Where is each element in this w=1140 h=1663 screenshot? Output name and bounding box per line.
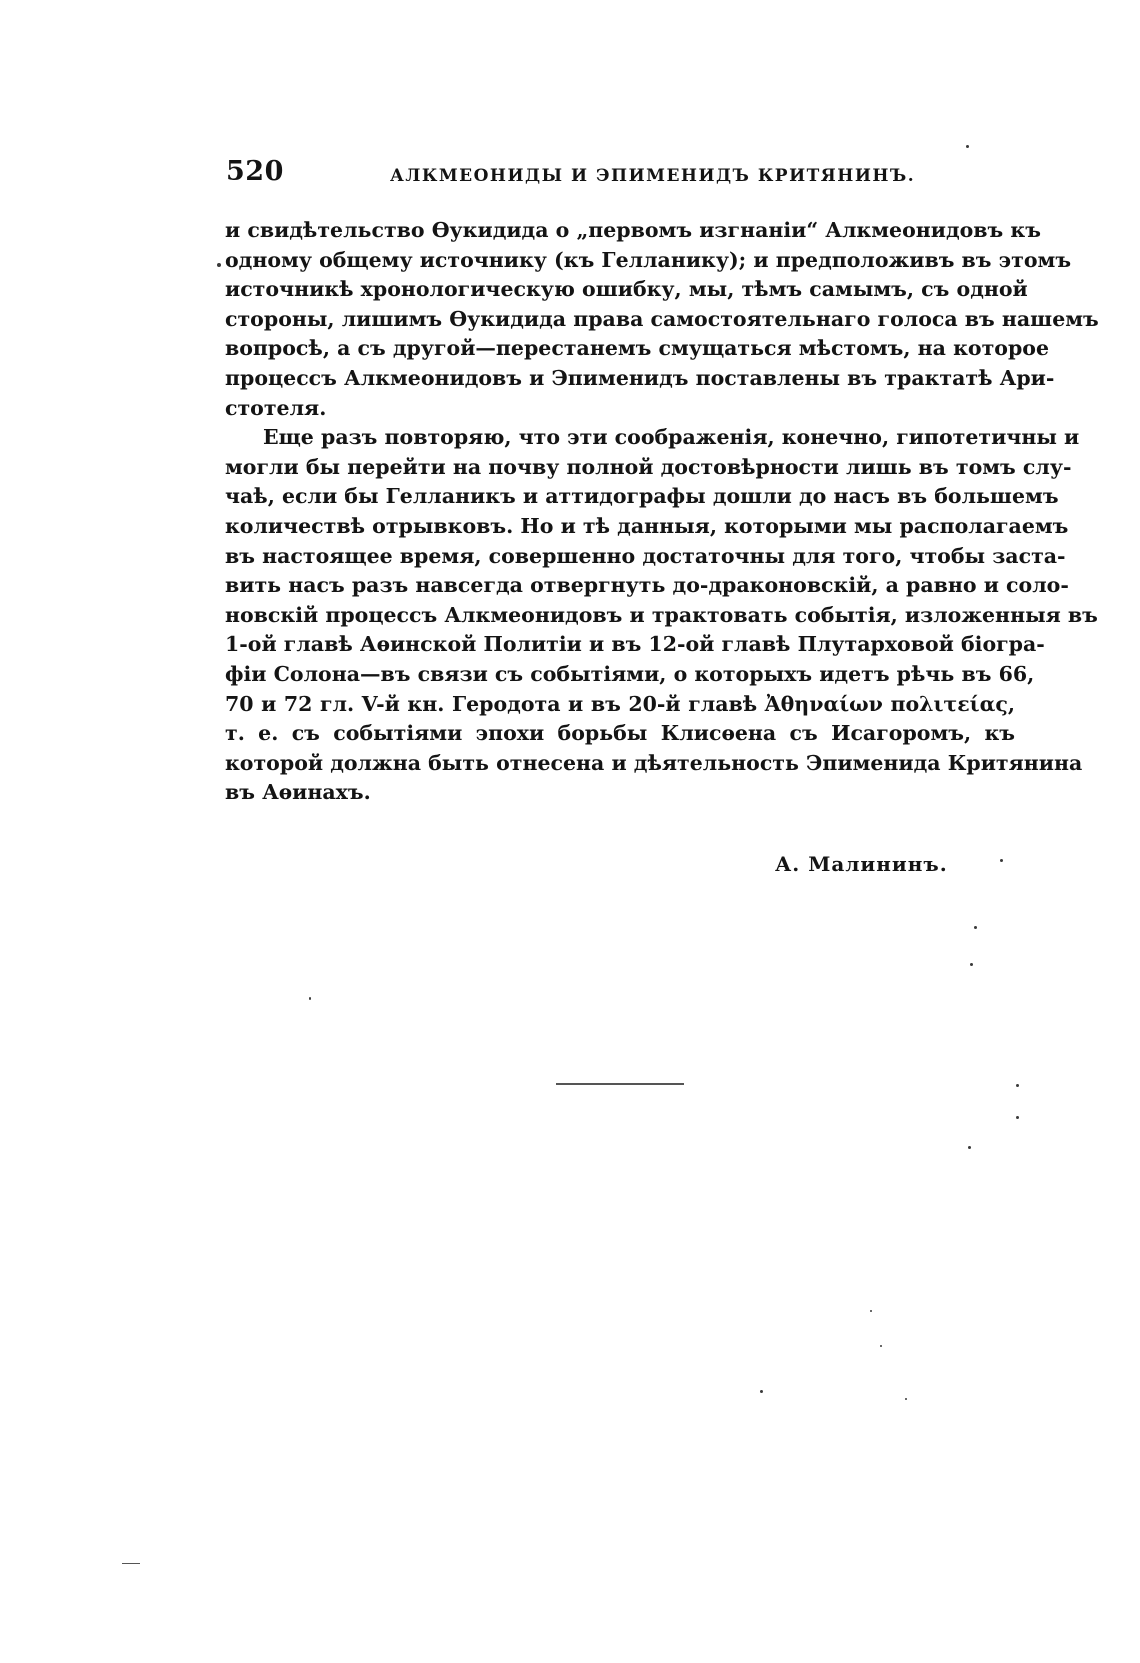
speck bbox=[1016, 1116, 1019, 1119]
text-line: въ настоящее время, совершенно достаточны для того, чтобы заста- bbox=[225, 543, 1066, 568]
speck bbox=[966, 145, 969, 148]
speck bbox=[217, 263, 221, 267]
text-line: 70 и 72 гл. V-й кн. Геродота и въ 20-й главѣ Ἀθηναίων πολιτείας, bbox=[225, 691, 1015, 716]
speck bbox=[760, 1390, 763, 1393]
text-line: количествѣ отрывковъ. Но и тѣ данныя, которыми мы располагаемъ bbox=[225, 513, 1069, 538]
page-number: 520 bbox=[226, 156, 284, 187]
text-line: вить насъ разъ навсегда отвергнуть до-драконовскiй, а равно и соло- bbox=[225, 573, 1069, 598]
text-line: процессъ Алкмеонидовъ и Эпименидъ поставлены въ трактатѣ Ари- bbox=[225, 365, 1055, 390]
text-line: чаѣ, если бы Гелланикъ и аттидографы дошли до насъ въ большемъ bbox=[225, 484, 1059, 509]
speck bbox=[880, 1345, 882, 1347]
text-line: которой должна быть отнесена и дѣятельность Эпименида Критянина bbox=[225, 750, 1083, 775]
text-line: и свидѣтельство Ѳукидида о „первомъ изгнанiи“ Алкмеонидовъ къ bbox=[225, 218, 1041, 242]
text-line: въ Аѳинахъ. bbox=[225, 780, 371, 805]
text-line: источникѣ хронологическую ошибку, мы, тѣмъ самымъ, съ одной bbox=[225, 277, 1028, 302]
speck bbox=[870, 1310, 872, 1312]
speck bbox=[309, 997, 311, 1000]
text-line: могли бы перейти на почву полной достовѣрности лишь въ томъ слу- bbox=[225, 454, 1072, 479]
text-line: Еще разъ повторяю, что эти соображенiя, конечно, гипотетичны и bbox=[263, 425, 1080, 450]
speck bbox=[968, 1146, 971, 1149]
speck bbox=[905, 1398, 907, 1400]
speck bbox=[1016, 1084, 1019, 1087]
text-line: 1-ой главѣ Аѳинской Политiи и въ 12-ой главѣ Плутарховой бiогра- bbox=[225, 632, 1045, 657]
text-line: стотеля. bbox=[225, 395, 327, 420]
speck bbox=[1000, 859, 1003, 862]
text-line: новскiй процессъ Алкмеонидовъ и трактовать событiя, изложенныя въ bbox=[225, 602, 1098, 627]
speck bbox=[974, 926, 977, 929]
text-line: одному общему источнику (къ Гелланику); и предположивъ въ этомъ bbox=[225, 247, 1072, 272]
bleed-through-rule bbox=[556, 1083, 684, 1085]
speck bbox=[970, 963, 973, 966]
text-line: стороны, лишимъ Ѳукидида права самостоятельнаго голоса въ нашемъ bbox=[225, 306, 1099, 331]
margin-mark bbox=[122, 1563, 140, 1564]
text-line: фiи Солона—въ связи съ событiями, о которыхъ идетъ рѣчь въ 66, bbox=[225, 661, 1035, 686]
signature: А. Малининъ. bbox=[775, 852, 948, 876]
running-head: АЛКМЕОНИДЫ И ЭПИМЕНИДЪ КРИТЯНИНЪ. bbox=[390, 166, 916, 186]
body-text bbox=[225, 216, 1099, 808]
text-line: т. е. съ событiями эпохи борьбы Клисѳена съ Исагоромъ, къ bbox=[225, 721, 1015, 746]
text-line: вопросѣ, а съ другой—перестанемъ смущаться мѣстомъ, на которое bbox=[225, 336, 1050, 361]
